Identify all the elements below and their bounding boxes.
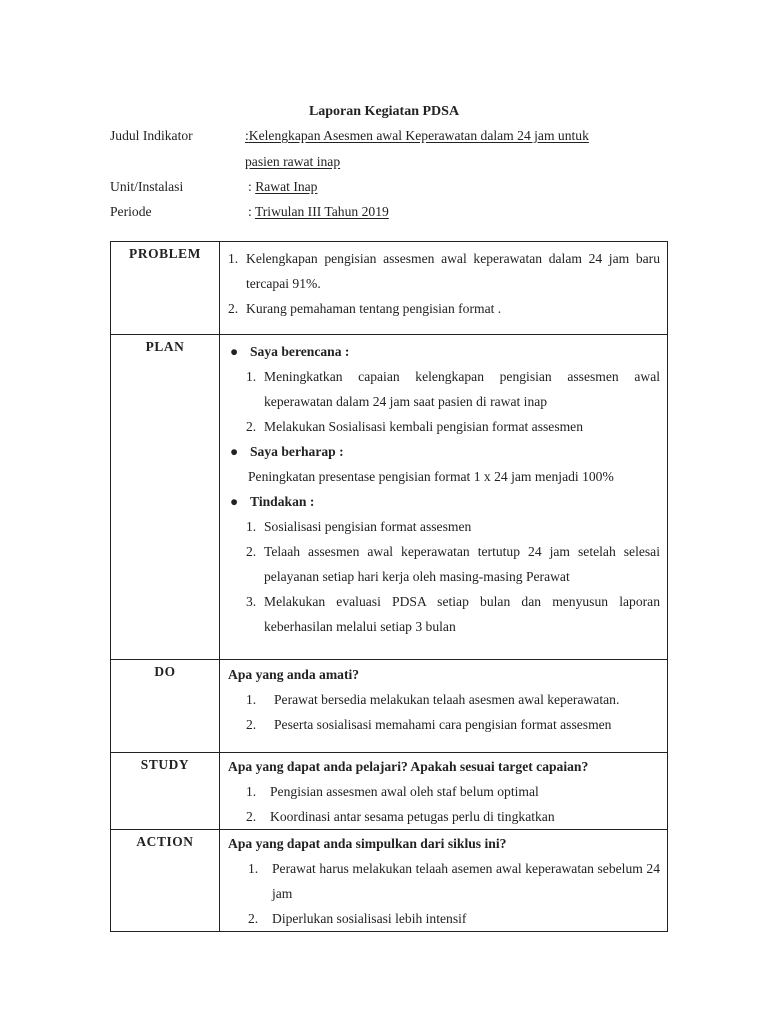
plan-bullet-tindakan: ● Tindakan : (230, 494, 315, 509)
report-title: Laporan Kegiatan PDSA (308, 104, 460, 119)
action-row (111, 830, 668, 932)
do-item: 2. Peserta sosialisasi memahami cara pengisian format assesmen (246, 717, 612, 732)
unit-instalasi-text: Rawat Inap (255, 179, 318, 194)
judul-indikator-line-1: Kelengkapan Asesmen awal Keperawatan dalam 24 jam untuk (248, 128, 589, 143)
do-content (220, 660, 668, 753)
judul-indikator-label: Judul Indikator (110, 128, 193, 143)
problem-content (220, 242, 668, 335)
periode-text: Triwulan III Tahun 2019 (254, 204, 389, 219)
study-item: 2. Koordinasi antar sesama petugas perlu di tingkatkan (246, 809, 555, 824)
plan-bullet-berencana: ● Saya berencana : (230, 344, 350, 359)
judul-indikator-value-line-2 (245, 154, 340, 170)
plan-content (220, 335, 668, 660)
unit-instalasi-value: : Rawat Inap (248, 179, 318, 194)
plan-item: 2. Melakukan Sosialisasi kembali pengisian format assesmen (246, 419, 584, 434)
do-item: 1. Perawat bersedia melakukan telaah asesmen awal keperawatan. (246, 692, 620, 707)
problem-label: PROBLEM (111, 242, 220, 335)
plan-tindakan-item: 1. Sosialisasi pengisian format assesmen (246, 519, 472, 534)
problem-item: 1. Kelengkapan pengisian assesmen awal keperawatan dalam 24 jam baru tercapai 91%. (228, 251, 660, 291)
periode-value: : Triwulan III Tahun 2019 (248, 204, 389, 219)
plan-label: PLAN (111, 335, 220, 660)
plan-bullet-berharap: ● Saya berharap : (230, 444, 344, 459)
plan-tindakan-item: 2. Telaah assesmen awal keperawatan tertutup 24 jam setelah selesai pelayanan setiap hari kerja oleh masing-masing Perawat (246, 544, 660, 584)
plan-tindakan-item: 3. Melakukan evaluasi PDSA setiap bulan dan menyusun laporan keberhasilan melalui setiap 3 bulan (246, 594, 660, 634)
do-question: Apa yang anda amati? (228, 667, 360, 682)
do-label: DO (111, 660, 220, 753)
plan-harapan-text: Peningkatan presentase pengisian format 1 x 24 jam menjadi 100% (248, 469, 614, 484)
plan-row (111, 335, 668, 660)
study-label: STUDY (111, 753, 220, 830)
pdsa-table (110, 241, 668, 932)
unit-instalasi-label: Unit/Instalasi (110, 179, 184, 194)
problem-row (111, 242, 668, 335)
study-item: 1. Pengisian assesmen awal oleh staf belum optimal (246, 784, 539, 799)
do-row (111, 660, 668, 753)
study-row (111, 753, 668, 830)
plan-item: 1. Meningkatkan capaian kelengkapan pengisian assesmen awal keperawatan dalam 24 jam saat pasien di rawat inap (246, 369, 660, 409)
judul-indikator-line-2: pasien rawat inap (245, 154, 341, 169)
action-item: 2. Diperlukan sosialisasi lebih intensif (248, 911, 467, 926)
problem-item: 2. Kurang pemahaman tentang pengisian format . (228, 301, 502, 316)
action-content (220, 830, 668, 932)
action-label: ACTION (111, 830, 220, 932)
study-content (220, 753, 668, 830)
study-question: Apa yang dapat anda pelajari? Apakah sesuai target capaian? (228, 759, 589, 774)
action-item: 1. Perawat harus melakukan telaah asemen awal keperawatan sebelum 24 jam (248, 861, 660, 901)
action-question: Apa yang dapat anda simpulkan dari siklus ini? (228, 836, 507, 851)
periode-label: Periode (110, 204, 152, 219)
judul-indikator-value: :Kelengkapan Asesmen awal Keperawatan dalam 24 jam untuk (245, 128, 589, 143)
